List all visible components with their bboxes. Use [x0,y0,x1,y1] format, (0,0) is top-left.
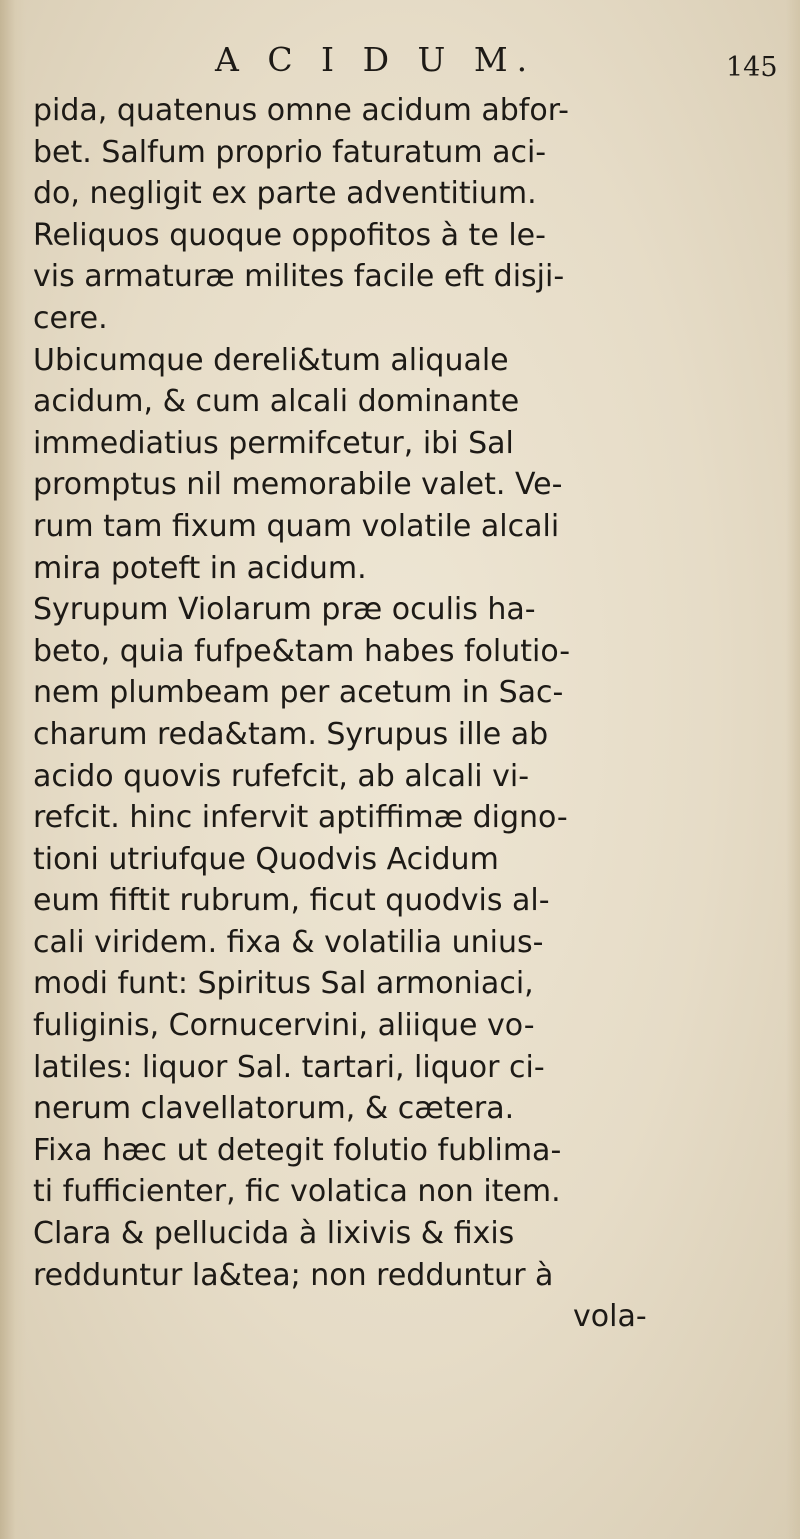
text-line: immediatius permifcetur, ibi Sal [33,425,514,461]
page-edge [786,0,800,1539]
text-line: latiles: liquor Sal. tartari, liquor ci- [33,1049,545,1085]
text-line: acido quovis rufefcit, ab alcali vi- [33,758,530,794]
text-line: Clara & pellucida à lixivis & fixis [33,1216,515,1252]
text-line: nerum clavellatorum, & cætera. [33,1091,515,1127]
text-line: eum fiftit rubrum, ficut quodvis al- [33,883,550,919]
text-line: modi funt: Spiritus Sal armoniaci, [33,966,534,1002]
text-line: ti fufficienter, fic volatica non item. [33,1174,561,1210]
text-line: Fixa hæc ut detegit folutio fublima- [33,1132,562,1168]
text-line: refcit. hinc infervit aptiffimæ digno- [33,800,568,836]
body-text [33,90,773,1338]
text-line: Ubicumque dereli&tum aliquale [33,342,509,378]
catchword: vola- [573,1299,647,1335]
page-number: 145 [726,52,778,83]
text-line: acidum, & cum alcali dominante [33,384,520,420]
text-line: charum reda&tam. Syrupus ille ab [33,716,549,752]
text-line: vis armaturæ milites facile eft disji- [33,259,565,295]
text-line: do, negligit ex parte adventitium. [33,176,537,212]
text-line: Syrupum Violarum præ oculis ha- [33,592,536,628]
text-line: pida, quatenus omne acidum abfor- [33,93,569,128]
text-line: mira poteft in acidum. [33,550,367,586]
running-head: A C I D U M. [215,40,537,79]
text-line: beto, quia fufpe&tam habes folutio- [33,633,571,669]
binding-gutter [0,0,26,1539]
text-line: tioni utriufque Quodvis Acidum [33,841,499,877]
text-line: nem plumbeam per acetum in Sac- [33,675,564,711]
text-line: redduntur la&tea; non redduntur à [33,1257,554,1293]
text-line: bet. Salfum proprio faturatum aci- [33,134,547,170]
text-line: fuliginis, Cornucervini, aliique vo- [33,1008,535,1044]
text-line: promptus nil memorabile valet. Ve- [33,467,563,503]
text-line: Reliquos quoque oppofitos à te le- [33,217,546,253]
text-line: cere. [33,300,108,336]
text-line: cali viridem. fixa & volatilia unius- [33,924,544,960]
text-line: rum tam fixum quam volatile alcali [33,508,560,544]
